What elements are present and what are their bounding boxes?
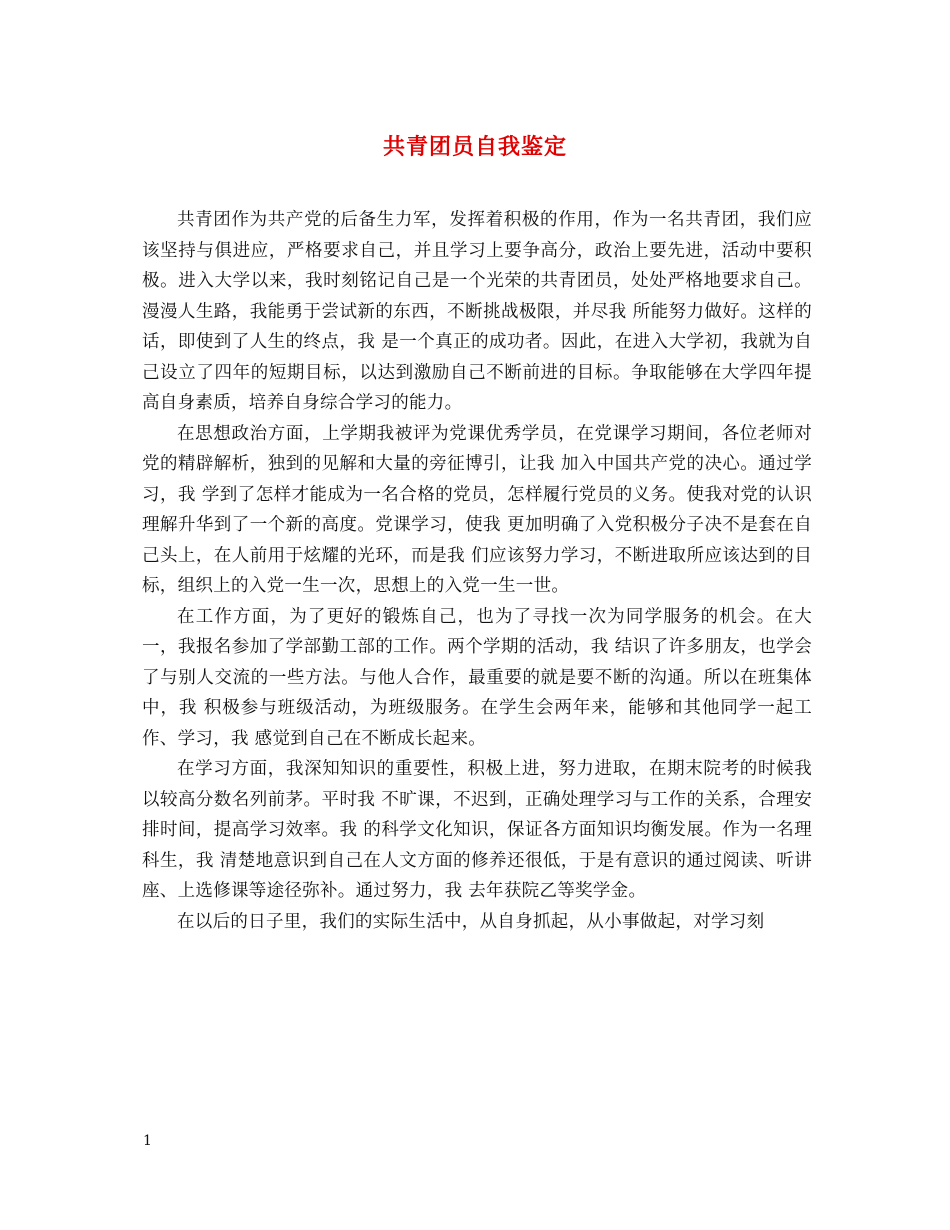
paragraph-future: 在以后的日子里，我们的实际生活中，从自身抓起，从小事做起，对学习刻 xyxy=(177,911,765,932)
page-number: 1 xyxy=(143,1133,152,1149)
document-body xyxy=(142,205,812,937)
paragraph-intro: 共青团作为共产党的后备生力军，发挥着积极的作用，作为一名共青团，我们应该坚持与俱进应，严格要求自己，并且学习上要争高分，政治上要先进，活动中要积极。进入大学以来，我时刻铭记自己是一个光荣的共青团员，处处严格地要求自己。漫漫人生路，我能勇于尝试新的东西，不断挑战极限，并尽我 所能努力做好。这样的话，即使到了人生的终点，我 是一个真正的成功者。因此，在进入大学初，我就为自己设立了四年的短期目标，以达到激励自己不断前进的目标。争取能够在大学四年提高自身素质，培养自身综合学习的能力。 xyxy=(142,210,812,413)
paragraph-work: 在工作方面，为了更好的锻炼自己，也为了寻找一次为同学服务的机会。在大一，我报名参加了学部勤工部的工作。两个学期的活动，我 结识了许多朋友，也学会了与别人交流的一些方法。与他人合作，最重要的就是要不断的沟通。所以在班集体中，我 积极参与班级活动，为班级服务。在学生会两年来，能够和其他同学一起工作、学习，我 感觉到自己在不断成长起来。 xyxy=(142,606,812,749)
paragraph-political: 在思想政治方面，上学期我被评为党课优秀学员，在党课学习期间，各位老师对党的精辟解析，独到的见解和大量的旁征博引，让我 加入中国共产党的决心。通过学习，我 学到了怎样才能成为一名合格的党员，怎样履行党员的义务。使我对党的认识理解升华到了一个新的高度。党课学习，使我 更加明确了入党积极分子决不是套在自己头上，在人前用于炫耀的光环，而是我 们应该努力学习，不断进取所应该达到的目标，组织上的入党一生一次，思想上的入党一生一世。 xyxy=(142,423,812,596)
document-title: 共青团员自我鉴定 xyxy=(382,134,567,160)
paragraph-study: 在学习方面，我深知知识的重要性，积极上进，努力进取，在期末院考的时候我 以较高分数名列前茅。平时我 不旷课，不迟到，正确处理学习与工作的关系，合理安排时间，提高学习效率。我 的科学文化知识，保证各方面知识均衡发展。作为一名理科生，我 清楚地意识到自己在人文方面的修养还很低，于是有意识的通过阅读、听讲座、上选修课等途径弥补。通过努力，我 去年获院乙等奖学金。 xyxy=(142,759,812,901)
